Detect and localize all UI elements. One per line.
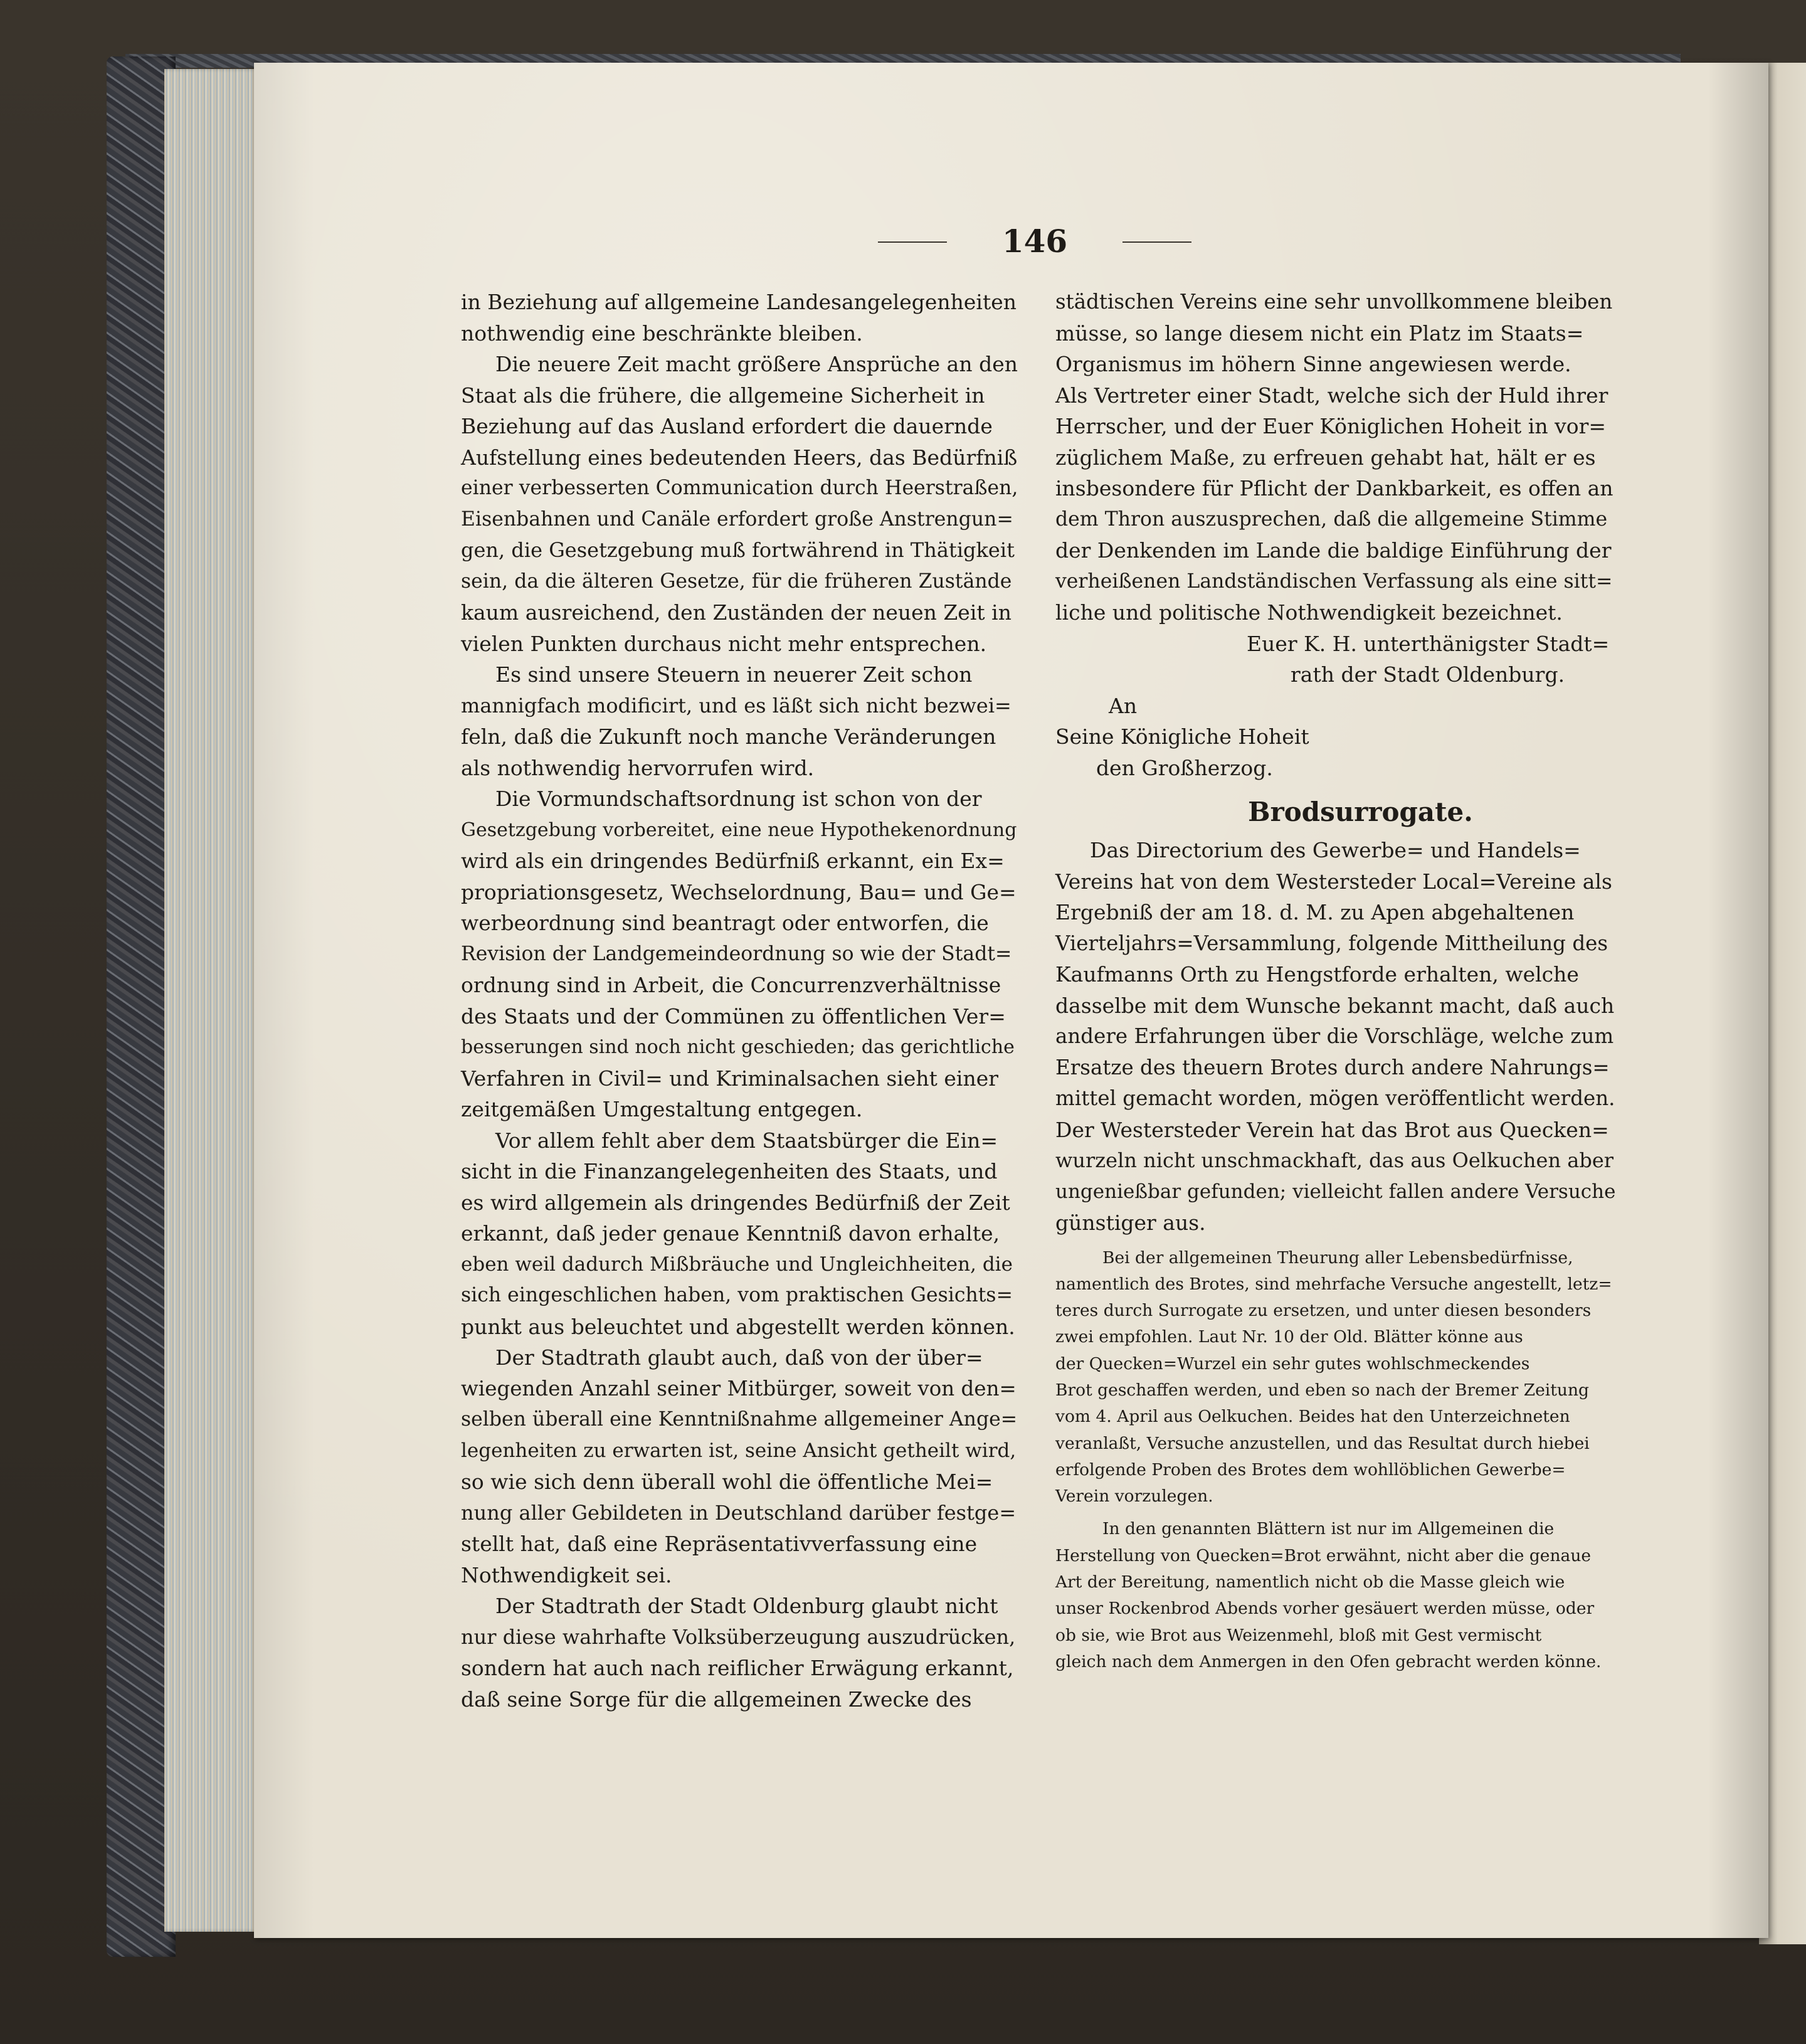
text-line: gen, die Gesetzgebung muß fortwährend in Thätigkeit bbox=[461, 538, 1015, 562]
text-line: erkannt, daß jeder genaue Kenntniß davon erhalte, bbox=[461, 1221, 1000, 1246]
text-line: andere Erfahrungen über die Vorschläge, welche zum bbox=[1055, 1024, 1614, 1048]
text-line: nung aller Gebildeten in Deutschland darüber festge= bbox=[461, 1500, 1017, 1525]
small-text-line: unser Rockenbrod Abends vorher gesäuert werden müsse, oder bbox=[1055, 1599, 1595, 1619]
text-line: besserungen sind noch nicht geschieden; das gerichtliche bbox=[461, 1036, 1015, 1058]
text-line: wird als ein dringendes Bedürfniß erkannt, ein Ex= bbox=[461, 849, 1005, 873]
text-line: stellt hat, daß eine Repräsentativverfassung eine bbox=[461, 1532, 978, 1556]
text-line: sich eingeschlichen haben, vom praktischen Gesichts= bbox=[461, 1284, 1013, 1306]
text-line: wiegenden Anzahl seiner Mitbürger, soweit von den= bbox=[461, 1376, 1017, 1401]
small-text-line: vom 4. April aus Oelkuchen. Beides hat den Unterzeichneten bbox=[1055, 1407, 1570, 1427]
page-number: 146 bbox=[1001, 223, 1068, 260]
text-line: nothwendig eine beschränkte bleiben. bbox=[461, 320, 863, 346]
text-line: Als Vertreter einer Stadt, welche sich der Huld ihrer bbox=[1055, 383, 1608, 408]
address-line: An bbox=[1109, 693, 1138, 718]
text-line: müsse, so lange diesem nicht ein Platz im Staats= bbox=[1055, 320, 1584, 346]
text-line: günstiger aus. bbox=[1055, 1210, 1206, 1235]
text-line: ordnung sind in Arbeit, die Concurrenzverhältnisse bbox=[461, 973, 1001, 997]
text-line: Organismus im höhern Sinne angewiesen werde. bbox=[1055, 352, 1571, 376]
text-line: nur diese wahrhafte Volksüberzeugung auszudrücken, bbox=[461, 1624, 1016, 1649]
small-text-line: veranlaßt, Versuche anzustellen, und das Resultat durch hiebei bbox=[1055, 1433, 1590, 1453]
text-line: dem Thron auszusprechen, daß die allgemeine Stimme bbox=[1055, 507, 1608, 531]
text-line: feln, daß die Zukunft noch manche Veränderungen bbox=[461, 724, 996, 749]
text-line: des Staats und der Commünen zu öffentlichen Ver= bbox=[461, 1003, 1006, 1029]
text-line: Vor allem fehlt aber dem Staatsbürger die Ein= bbox=[495, 1128, 998, 1153]
text-line: selben überall eine Kenntnißnahme allgemeiner Ange= bbox=[461, 1408, 1018, 1431]
text-line: Herrscher, und der Euer Königlichen Hoheit in vor= bbox=[1055, 414, 1607, 438]
text-line: Der Stadtrath glaubt auch, daß von der über= bbox=[495, 1345, 983, 1370]
right-column bbox=[1055, 287, 1615, 1675]
text-line: der Denkenden im Lande die baldige Einführung der bbox=[1055, 538, 1612, 563]
small-text-line: In den genannten Blättern ist nur im Allgemeinen die bbox=[1102, 1519, 1555, 1539]
text-line: sicht in die Finanzangelegenheiten des Staats, und bbox=[461, 1159, 998, 1184]
text-line: Aufstellung eines bedeutenden Heers, das Bedürfniß bbox=[461, 445, 1018, 470]
address-line: Seine Königliche Hoheit bbox=[1055, 724, 1309, 749]
text-line: Revision der Landgemeindeordnung so wie der Stadt= bbox=[461, 942, 1012, 965]
text-line: propriationsgesetz, Wechselordnung, Bau= und Ge= bbox=[461, 879, 1017, 904]
small-text-line: namentlich des Brotes, sind mehrfache Versuche angestellt, letz= bbox=[1055, 1274, 1612, 1294]
text-line: einer verbesserten Communication durch Heerstraßen, bbox=[461, 477, 1018, 499]
text-line: Es sind unsere Steuern in neuerer Zeit schon bbox=[495, 662, 973, 687]
text-line: ungenießbar gefunden; vielleicht fallen andere Versuche bbox=[1055, 1180, 1616, 1203]
text-line: mittel gemacht worden, mögen veröffentlicht werden. bbox=[1055, 1086, 1615, 1110]
small-text-line: Verein vorzulegen. bbox=[1055, 1486, 1213, 1507]
text-line: so wie sich denn überall wohl die öffentliche Mei= bbox=[461, 1469, 993, 1494]
article-heading: Brodsurrogate. bbox=[1248, 797, 1473, 827]
text-line: Eisenbahnen und Canäle erfordert große Anstrengun= bbox=[461, 507, 1013, 531]
text-line: Die neuere Zeit macht größere Ansprüche an den bbox=[495, 352, 1018, 376]
small-text-line: Bei der allgemeinen Theurung aller Lebensbedürfnisse, bbox=[1102, 1247, 1573, 1268]
text-line: züglichem Maße, zu erfreuen gehabt hat, hält er es bbox=[1055, 445, 1596, 470]
page-number-header bbox=[878, 223, 1191, 260]
text-line: Der Stadtrath der Stadt Oldenburg glaubt nicht bbox=[495, 1594, 998, 1618]
text-line: Beziehung auf das Ausland erfordert die dauernde bbox=[461, 414, 993, 438]
text-line: städtischen Vereins eine sehr unvollkommene bleiben bbox=[1055, 290, 1613, 314]
text-line: es wird allgemein als dringendes Bedürfniß der Zeit bbox=[461, 1190, 1010, 1215]
text-line: Ersatze des theuern Brotes durch andere Nahrungs= bbox=[1055, 1055, 1610, 1079]
small-text-line: Herstellung von Quecken=Brot erwähnt, nicht aber die genaue bbox=[1055, 1545, 1592, 1565]
text-line: insbesondere für Pflicht der Dankbarkeit, es offen an bbox=[1055, 476, 1613, 500]
text-line: Vierteljahrs=Versammlung, folgende Mittheilung des bbox=[1055, 931, 1608, 955]
small-text-line: gleich nach dem Anmergen in den Ofen gebracht werden könne. bbox=[1055, 1651, 1602, 1671]
text-line: sondern hat auch nach reiflicher Erwägung erkannt, bbox=[461, 1656, 1014, 1680]
text-line: Kaufmanns Orth zu Hengstforde erhalten, welche bbox=[1055, 962, 1579, 987]
text-line: Ergebniß der am 18. d. M. zu Apen abgehaltenen bbox=[1055, 900, 1575, 924]
text-line: Vereins hat von dem Westersteder Local=Vereine als bbox=[1055, 869, 1612, 894]
text-line: eben weil dadurch Mißbräuche und Ungleichheiten, die bbox=[461, 1252, 1013, 1276]
small-text-line: Brot geschaffen werden, und eben so nach der Bremer Zeitung bbox=[1055, 1380, 1590, 1400]
text-line: legenheiten zu erwarten ist, seine Ansicht getheilt wird, bbox=[461, 1439, 1017, 1462]
signature-line: Euer K. H. unterthänigster Stadt= bbox=[1247, 631, 1610, 656]
text-line: sein, da die älteren Gesetze, für die früheren Zustände bbox=[461, 569, 1012, 593]
text-line: Nothwendigkeit sei. bbox=[461, 1562, 672, 1587]
header-rule-right bbox=[1122, 241, 1191, 243]
text-line: Der Westersteder Verein hat das Brot aus Quecken= bbox=[1055, 1117, 1609, 1142]
small-text-line: Art der Bereitung, namentlich nicht ob die Masse gleich wie bbox=[1055, 1572, 1565, 1592]
text-line: Staat als die frühere, die allgemeine Sicherheit in bbox=[461, 383, 985, 408]
small-text-line: zwei empfohlen. Laut Nr. 10 der Old. Blätter könne aus bbox=[1055, 1327, 1523, 1347]
address-line: den Großherzog. bbox=[1096, 755, 1273, 780]
text-line: Gesetzgebung vorbereitet, eine neue Hypothekenordnung bbox=[461, 818, 1017, 841]
text-line: daß seine Sorge für die allgemeinen Zwecke des bbox=[461, 1687, 972, 1712]
text-line: punkt aus beleuchtet und abgestellt werden können. bbox=[461, 1314, 1015, 1339]
text-line: in Beziehung auf allgemeine Landesangelegenheiten bbox=[461, 290, 1017, 314]
small-text-line: erfolgende Proben des Brotes dem wohllöblichen Gewerbe= bbox=[1055, 1459, 1566, 1480]
text-line: als nothwendig hervorrufen wird. bbox=[461, 755, 815, 780]
page-edges bbox=[164, 69, 258, 1932]
text-line: Verfahren in Civil= und Kriminalsachen sieht einer bbox=[461, 1066, 999, 1091]
header-rule-left bbox=[878, 241, 947, 243]
text-line: wurzeln nicht unschmackhaft, das aus Oelkuchen aber bbox=[1055, 1148, 1614, 1172]
small-text-line: teres durch Surrogate zu ersetzen, und unter diesen besonders bbox=[1055, 1301, 1592, 1321]
text-line: kaum ausreichend, den Zuständen der neuen Zeit in bbox=[461, 600, 1011, 625]
text-line: mannigfach modificirt, und es läßt sich nicht bezwei= bbox=[461, 693, 1011, 718]
small-text-line: der Quecken=Wurzel ein sehr gutes wohlschmeckendes bbox=[1055, 1353, 1530, 1374]
text-line: dasselbe mit dem Wunsche bekannt macht, daß auch bbox=[1055, 993, 1615, 1018]
text-line: vielen Punkten durchaus nicht mehr entsprechen. bbox=[461, 631, 987, 656]
text-line: werbeordnung sind beantragt oder entworfen, die bbox=[461, 911, 989, 935]
text-line: liche und politische Nothwendigkeit bezeichnet. bbox=[1055, 600, 1563, 625]
text-line: verheißenen Landständischen Verfassung als eine sitt= bbox=[1055, 569, 1613, 593]
left-column bbox=[461, 287, 1019, 1715]
small-text-line: ob sie, wie Brot aus Weizenmehl, bloß mit Gest vermischt bbox=[1055, 1625, 1542, 1645]
signature-line: rath der Stadt Oldenburg. bbox=[1291, 662, 1565, 687]
text-line: Das Directorium des Gewerbe= und Handels= bbox=[1090, 838, 1581, 862]
text-line: zeitgemäßen Umgestaltung entgegen. bbox=[461, 1097, 863, 1121]
text-line: Die Vormundschaftsordnung ist schon von der bbox=[495, 786, 982, 811]
